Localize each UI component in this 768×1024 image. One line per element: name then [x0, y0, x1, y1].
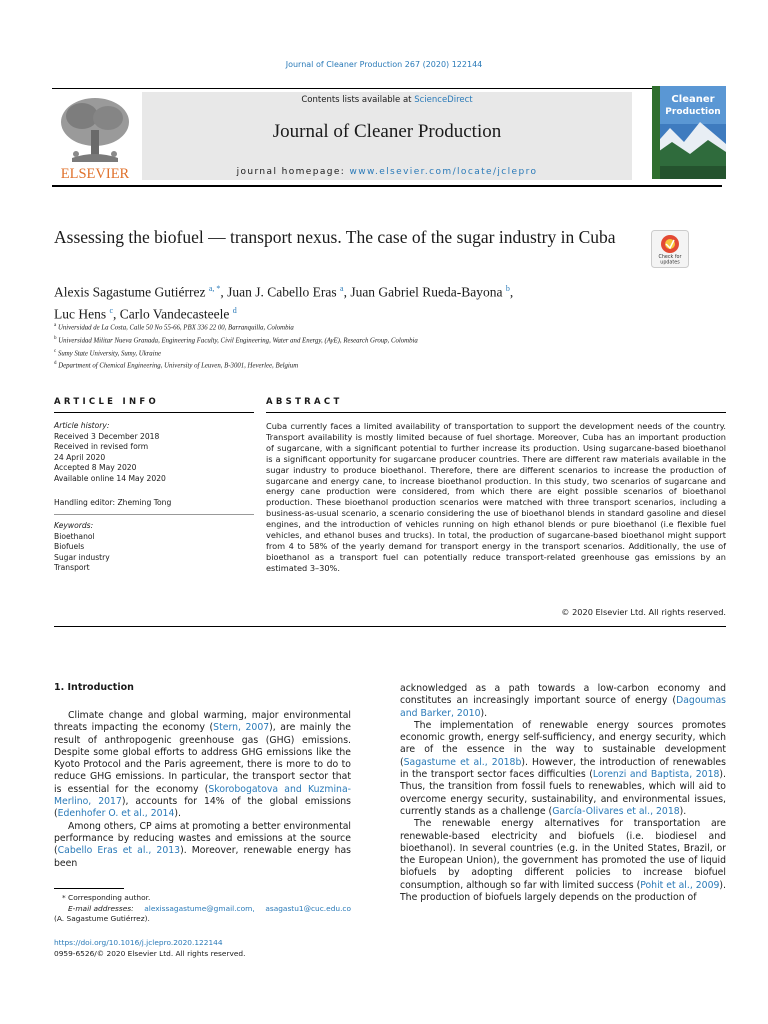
keywords-rule — [54, 514, 254, 515]
email-link[interactable]: asagastu1@cuc.edu.co — [265, 903, 351, 913]
affiliation-text: Universidad Militar Nueva Granada, Engineering Faculty, Civil Engineering, Water and Energy, (AyE), Research Group, Colombia — [58, 337, 418, 345]
homepage-prefix: journal homepage: — [236, 167, 350, 177]
contents-prefix: Contents lists available at — [301, 95, 415, 105]
affiliation-item — [54, 321, 694, 334]
history-item: Accepted 8 May 2020 — [54, 463, 137, 472]
text-run: Among others, CP aims at promoting a better environmental performance by reducing wastes and emissions at the source ( — [54, 820, 351, 857]
affiliation-mark: d — [54, 361, 57, 367]
body-column-right — [400, 683, 726, 904]
citation-link[interactable]: García-Olivares et al., 2018 — [552, 805, 680, 817]
citation-link[interactable]: Sagastume et al., 2018b — [403, 756, 522, 768]
journal-homepage-line — [142, 167, 632, 177]
section-heading-introduction: 1. Introduction — [54, 682, 134, 693]
affiliation-text: Department of Chemical Engineering, University of Leuven, B-3001, Heverlee, Belgium — [58, 362, 299, 370]
handling-editor: Handling editor: Zheming Tong — [54, 498, 172, 507]
affiliation-text: Sumy State University, Sumy, Ukraine — [57, 349, 162, 357]
paragraph — [54, 821, 351, 870]
text-run: ). — [174, 808, 181, 820]
affiliation-mark: a — [54, 323, 57, 328]
elsevier-wordmark: ELSEVIER — [60, 166, 130, 182]
email-link[interactable]: alexissagastume@gmail.com, — [144, 903, 255, 913]
author-affiliation-mark[interactable]: d — [232, 305, 237, 315]
check-updates-line1: Check for — [658, 255, 682, 260]
author-affiliation-mark[interactable]: a — [340, 284, 344, 293]
article-history — [54, 421, 254, 484]
abstract-copyright: © 2020 Elsevier Ltd. All rights reserved. — [561, 607, 726, 617]
author-name[interactable]: Juan J. Cabello Eras — [227, 284, 337, 300]
author-name[interactable]: Luc Hens — [54, 306, 107, 321]
journal-homepage-link[interactable]: www.elsevier.com/locate/jclepro — [349, 167, 538, 177]
text-run: The renewable energy alternatives for transportation are renewable-based electricity and biofuels (i.e. biodiesel and bioethanol). In several countries (e.g. in the United States, Brazil, or the European Union), the government has promoted the use of liquid biofuels by adopting different policies to increase biofuel consumption, although so far with limited success ( — [400, 818, 726, 891]
text-run: ). Thus, the transition from fossil fuels to renewables, which will aid to overcome energy security, sustainability, and environmental issues, currently stands as a challenge ( — [400, 769, 726, 817]
text-run: The implementation of renewable energy sources promotes economic growth, energy self-sufficiency, and energy security, which are of the essence in the way to sustainable development ( — [400, 719, 726, 768]
text-run: Climate change and global warming, major environmental threats impacting the economy ( — [54, 710, 351, 734]
author-separator: , — [220, 284, 228, 300]
abstract-heading: ABSTRACT — [266, 397, 343, 407]
abstract-text: Cuba currently faces a limited availability of transportation to support the development needs of the country. Transport availability is mostly limited because of fuel shortage. Moreover, Cuba has an important production of sugarcane, with a significant potential to further increase its production. Using sugarcane-based bioethanol is a significant opportunity for sugarcane producer countries. There are different raw materials available in the sugar industry to produce bioethanol. Therefore, there are different scenarios to increase the production of sugarcane and energy cane, to increase bioethanol production. In this study, two scenarios of sugarcane and energy cane production were considered, from which there are eight possible scenarios of bioethanol production. These bioethanol production scenarios were matched with three transport scenarios, including a business-as-usual scenario, a scenario considering the use of bioethanol blends in standard gasoline and diesel engines, and the introduction of vehicles running on high ethanol blends or pure bioethanol (i.e flexible fuel vehicles, and ethanol buses and trucks). In total, the production of sugarcane-based bioethanol might support from 4 to 58% of the yearly demand for transport energy in the transport scenarios. Additionally, the use of bioethanol as a transport fuel can potentially reduce transport-related greenhouse gas emissions by an estimated 3–30%. — [266, 421, 726, 573]
citation-link[interactable]: Stern, 2007 — [213, 722, 270, 734]
affiliation-item — [54, 334, 694, 347]
abstract-rule — [266, 412, 726, 413]
abstract-end-rule — [54, 626, 726, 627]
author-separator: , — [343, 284, 351, 300]
author-name[interactable]: Carlo Vandecasteele — [119, 306, 230, 321]
journal-cover-image[interactable] — [652, 86, 726, 179]
author-affiliation-mark[interactable]: a, * — [208, 284, 221, 293]
article-info-rule — [54, 412, 254, 413]
author-name[interactable]: Juan Gabriel Rueda-Bayona — [350, 284, 503, 300]
cover-title-line2: Production — [665, 107, 721, 117]
citation-link[interactable]: Lorenzi and Baptista, 2018 — [592, 769, 720, 781]
author-name[interactable]: Alexis Sagastume Gutiérrez — [54, 284, 206, 300]
article-title: Assessing the biofuel — transport nexus. The case of the sugar industry in Cuba — [54, 227, 616, 247]
contents-line — [142, 95, 632, 105]
keyword-item: Transport — [54, 563, 90, 572]
history-item: Available online 14 May 2020 — [54, 473, 166, 483]
paragraph — [54, 710, 351, 821]
affiliation-item — [54, 347, 694, 360]
citation-link[interactable]: Cabello Eras et al., 2013 — [57, 845, 181, 857]
author-separator: , — [509, 284, 514, 300]
paragraph — [400, 720, 726, 818]
email-row — [54, 904, 351, 915]
text-run: ), are mainly the result of anthropogenic greenhouse gas (GHG) emissions. Despite some global efforts to address GHG emissions like the Kyoto Protocol and the Paris agreement, there is more to do to reduce GHG emissions. In particular, the transport sector that is essential for the economy ( — [54, 722, 351, 795]
history-label: Article history: — [54, 421, 110, 430]
text-run: ). The production of biofuels largely depends on the production of — [400, 879, 727, 904]
corresponding-author-footnote — [54, 893, 351, 925]
issn-copyright: 0959-6526/© 2020 Elsevier Ltd. All rights reserved. — [54, 948, 246, 958]
paragraph — [400, 683, 726, 720]
affiliation-text: Universidad de La Costa, Calle 50 No 55-66, PBX 336 22 00, Barranquilla, Colombia — [57, 324, 294, 332]
journal-title: Journal of Cleaner Production — [272, 121, 502, 142]
author-separator: , — [113, 306, 120, 321]
text-run: ). However, the introduction of renewables in the transport sector faces difficulties ( — [400, 756, 726, 781]
sciencedirect-link[interactable]: ScienceDirect — [414, 95, 473, 105]
history-item: Received 3 December 2018 — [54, 431, 160, 441]
body-column-left — [54, 710, 351, 870]
keywords-label: Keywords: — [54, 521, 94, 530]
email-owner: (A. Sagastume Gutiérrez). — [54, 914, 150, 923]
footnote-rule — [54, 888, 124, 889]
cover-title-line1: Cleaner — [671, 94, 715, 105]
affiliation-mark: c — [54, 348, 57, 354]
keyword-item: Sugar industry — [54, 552, 110, 562]
author-list — [54, 280, 624, 323]
affiliations — [54, 321, 694, 372]
doi-link[interactable]: https://doi.org/10.1016/j.jclepro.2020.122144 — [54, 938, 223, 947]
citation-link[interactable]: Pohit et al., 2009 — [640, 879, 720, 891]
citation-link[interactable]: Skorobogatova and Kuzmina-Merlino, 2017 — [54, 783, 351, 808]
text-run: ). Moreover, renewable energy has been — [54, 845, 351, 869]
check-for-updates-icon[interactable] — [651, 230, 689, 268]
affiliation-mark: b — [54, 335, 57, 341]
history-item: 24 April 2020 — [54, 452, 106, 462]
article-info-heading: ARTICLE INFO — [54, 397, 160, 407]
paragraph — [400, 818, 726, 904]
keyword-item: Bioethanol — [54, 531, 95, 541]
journal-citation-link[interactable]: Journal of Cleaner Production 267 (2020) 122144 — [285, 60, 483, 69]
keywords — [54, 521, 254, 574]
affiliation-item — [54, 359, 694, 372]
citation-link[interactable]: Edenhofer O. et al., 2014 — [57, 808, 175, 820]
corresponding-author-note: * Corresponding author. — [62, 893, 151, 902]
text-run: ). — [480, 707, 488, 719]
citation-link[interactable]: Dagoumas and Barker, 2010 — [400, 695, 726, 719]
text-run: ). — [679, 805, 687, 817]
text-run: acknowledged as a path towards a low-carbon economy and constitutes an increasingly important source of energy ( — [400, 683, 726, 707]
keyword-item: Biofuels — [54, 542, 85, 551]
email-label: E-mail addresses: — [68, 903, 134, 913]
author-affiliation-mark[interactable]: b — [505, 284, 510, 293]
header-bottom-rule — [52, 185, 722, 187]
author-affiliation-mark[interactable]: c — [109, 305, 114, 315]
elsevier-tree-logo — [52, 92, 138, 182]
check-updates-line2: updates — [660, 260, 680, 266]
header-top-rule — [52, 88, 722, 89]
doi-block — [54, 938, 245, 959]
text-run: ), accounts for 14% of the global emissions ( — [54, 796, 351, 820]
history-item: Received in revised form — [54, 442, 149, 451]
